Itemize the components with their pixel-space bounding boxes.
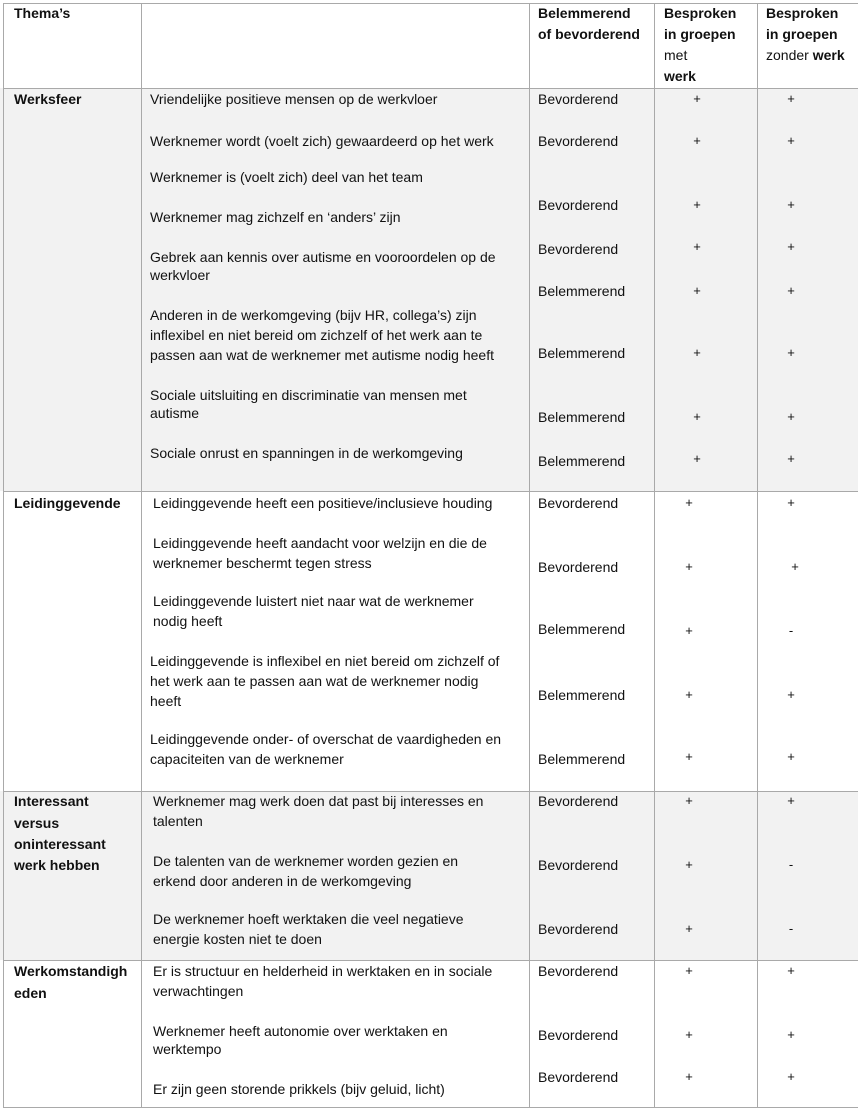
without-work-mark: - <box>788 921 794 936</box>
factor-text: verwachtingen <box>153 983 244 999</box>
table-border-bottom <box>3 1107 858 1108</box>
header-with-work-line-1: Besproken <box>664 5 737 21</box>
header-without-work-line-3 <box>766 45 845 66</box>
theme-label: Werkomstandigh <box>14 963 128 979</box>
header-themes: Thema’s <box>14 5 71 21</box>
without-work-mark: + <box>787 133 795 148</box>
factor-text: het werk aan te passen aan wat de werknemer nodig <box>150 673 479 689</box>
theme-label: Interessant <box>14 793 89 809</box>
factor-text: inflexibel en niet bereid om zichzelf of het werk aan te <box>150 327 483 343</box>
section-divider <box>3 491 858 492</box>
with-work-mark: + <box>693 345 701 360</box>
header-without-work-line-1: Besproken <box>766 5 839 21</box>
factor-text: werknemer beschermt tegen stress <box>153 555 372 571</box>
header-type-line-2: of bevorderend <box>538 26 640 42</box>
factor-text: Werknemer mag zichzelf en ‘anders’ zijn <box>150 209 401 225</box>
factor-text: talenten <box>153 813 203 829</box>
factor-text: erkend door anderen in de werkomgeving <box>153 873 412 889</box>
factor-text: werkvloer <box>150 267 210 283</box>
factor-text: Sociale uitsluiting en discriminatie van mensen met <box>150 387 467 403</box>
without-work-mark: + <box>787 239 795 254</box>
rating-type: Belemmerend <box>538 687 626 703</box>
with-work-mark: + <box>693 197 701 212</box>
factor-text: Leidinggevende luistert niet naar wat de werknemer <box>153 593 474 609</box>
section-band-interessant <box>0 791 858 960</box>
factor-text: Gebrek aan kennis over autisme en vooroordelen op de <box>150 249 496 265</box>
without-work-mark: + <box>787 1069 795 1084</box>
factor-text: De werknemer hoeft werktaken die veel negatieve <box>153 911 464 927</box>
with-work-mark: + <box>693 409 701 424</box>
theme-label: eden <box>14 985 47 1001</box>
rating-type: Bevorderend <box>538 963 619 979</box>
with-work-mark: + <box>693 451 701 466</box>
without-work-mark: + <box>791 559 799 574</box>
rating-type: Bevorderend <box>538 559 619 575</box>
with-work-mark: + <box>685 1027 693 1042</box>
with-work-mark: + <box>693 91 701 106</box>
with-work-mark: + <box>685 793 693 808</box>
factor-text: Leidinggevende heeft aandacht voor welzijn en die de <box>153 535 487 551</box>
rating-type: Bevorderend <box>538 241 619 257</box>
factor-text: Sociale onrust en spanningen in de werkomgeving <box>150 445 463 461</box>
rating-type: Bevorderend <box>538 793 619 809</box>
with-work-mark: + <box>685 749 693 764</box>
rating-type: Belemmerend <box>538 751 626 767</box>
factor-text: Er is structuur en helderheid in werktaken en in sociale <box>153 963 493 979</box>
factor-text: Werknemer is (voelt zich) deel van het team <box>150 169 423 185</box>
factor-text: De talenten van de werknemer worden gezien en <box>153 853 459 869</box>
factor-text: Anderen in de werkomgeving (bijv HR, collega’s) zijn <box>150 307 477 323</box>
without-work-mark: - <box>788 857 794 872</box>
factor-text: autisme <box>150 405 200 421</box>
rating-type: Belemmerend <box>538 453 626 469</box>
with-work-mark: + <box>685 559 693 574</box>
with-work-mark: + <box>685 495 693 510</box>
rating-type: Belemmerend <box>538 409 626 425</box>
with-work-mark: + <box>693 239 701 254</box>
with-work-mark: + <box>685 921 693 936</box>
rating-type: Belemmerend <box>538 345 626 361</box>
without-work-mark: + <box>787 451 795 466</box>
theme-label: Leidinggevende <box>14 495 121 511</box>
factor-text: Er zijn geen storende prikkels (bijv geluid, licht) <box>153 1081 445 1097</box>
column-divider <box>3 3 4 1107</box>
without-work-mark: + <box>787 91 795 106</box>
theme-label: werk hebben <box>14 857 100 873</box>
without-work-mark: + <box>787 345 795 360</box>
rating-type: Bevorderend <box>538 857 619 873</box>
header-with-work-line-2: in groepen <box>664 26 736 42</box>
without-work-mark: + <box>787 409 795 424</box>
without-work-mark: + <box>787 197 795 212</box>
factor-text: Werknemer mag werk doen dat past bij interesses en <box>153 793 484 809</box>
without-work-mark: + <box>787 749 795 764</box>
theme-label: versus <box>14 815 60 831</box>
without-work-mark: + <box>787 283 795 298</box>
theme-label: Werksfeer <box>14 91 82 107</box>
without-work-mark: + <box>787 1027 795 1042</box>
theme-label: oninteressant <box>14 836 106 852</box>
without-work-mark: + <box>787 793 795 808</box>
without-work-mark: + <box>787 963 795 978</box>
with-work-mark: + <box>685 687 693 702</box>
factor-text: Leidinggevende onder- of overschat de vaardigheden en <box>150 731 502 747</box>
column-divider <box>141 3 142 1107</box>
rating-type: Bevorderend <box>538 921 619 937</box>
column-divider <box>529 3 530 1107</box>
header-with-work-line-4: werk <box>664 68 696 84</box>
factor-text: energie kosten niet te doen <box>153 931 322 947</box>
factor-text: passen aan wat de werknemer met autisme nodig heeft <box>150 347 494 363</box>
rating-type: Bevorderend <box>538 1069 619 1085</box>
without-work-mark: - <box>788 623 794 638</box>
rating-type: Bevorderend <box>538 133 619 149</box>
rating-type: Bevorderend <box>538 91 619 107</box>
factor-text: Werknemer heeft autonomie over werktaken en <box>153 1023 448 1039</box>
with-work-mark: + <box>685 857 693 872</box>
with-work-mark: + <box>685 623 693 638</box>
header-with-work-line-3: met <box>664 47 688 63</box>
rating-type: Belemmerend <box>538 283 626 299</box>
rating-type: Bevorderend <box>538 197 619 213</box>
header-werk: werk <box>812 47 845 63</box>
with-work-mark: + <box>693 283 701 298</box>
rating-type: Bevorderend <box>538 495 619 511</box>
factor-text: Werknemer wordt (voelt zich) gewaardeerd op het werk <box>150 133 494 149</box>
without-work-mark: + <box>787 495 795 510</box>
rating-type: Bevorderend <box>538 1027 619 1043</box>
header-type-line-1: Belemmerend <box>538 5 631 21</box>
column-divider <box>654 3 655 1107</box>
with-work-mark: + <box>685 1069 693 1084</box>
rating-type: Belemmerend <box>538 621 626 637</box>
header-zonder: zonder <box>766 47 813 63</box>
factor-text: nodig heeft <box>153 613 223 629</box>
column-divider <box>757 3 758 1107</box>
factor-text: capaciteiten van de werknemer <box>150 751 344 767</box>
factor-text: Leidinggevende heeft een positieve/inclusieve houding <box>153 495 493 511</box>
without-work-mark: + <box>787 687 795 702</box>
factor-text: Leidinggevende is inflexibel en niet bereid om zichzelf of <box>150 653 500 669</box>
factor-text: Vriendelijke positieve mensen op de werkvloer <box>150 91 438 107</box>
with-work-mark: + <box>693 133 701 148</box>
header-without-work-line-2: in groepen <box>766 26 838 42</box>
factor-text: werktempo <box>153 1041 222 1057</box>
factor-text: heeft <box>150 693 182 709</box>
with-work-mark: + <box>685 963 693 978</box>
